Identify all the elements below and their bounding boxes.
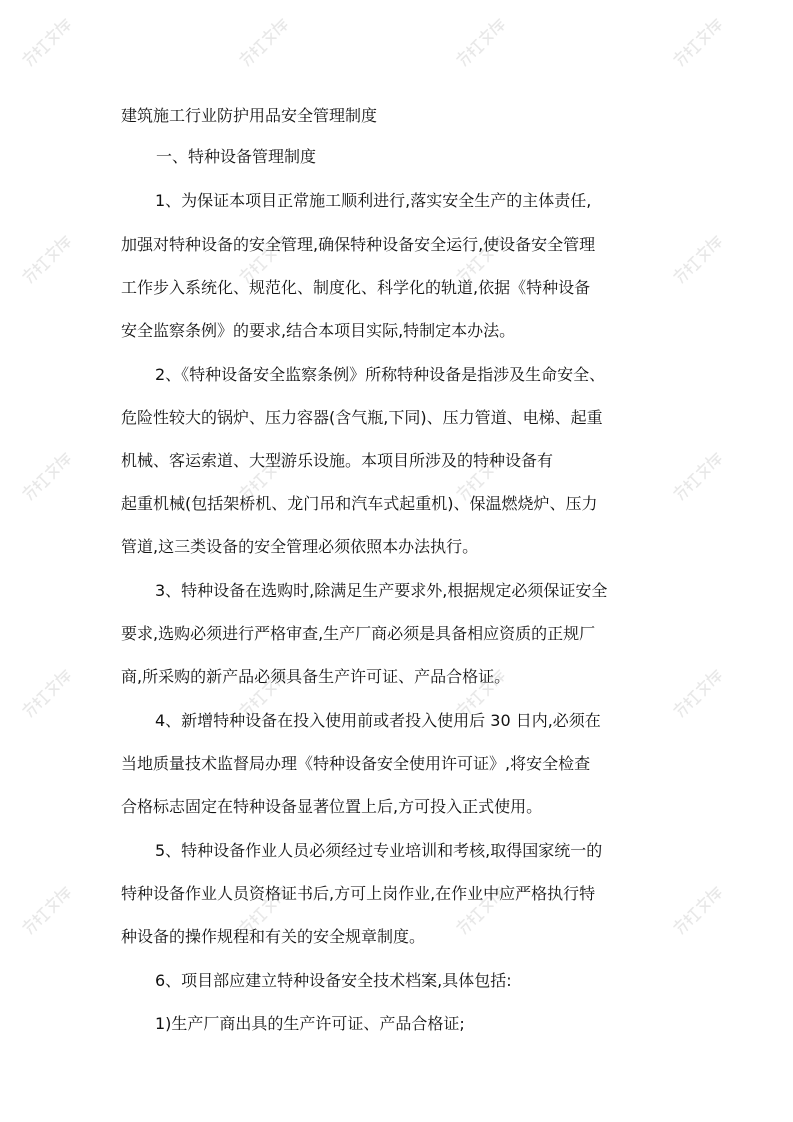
section-heading: 一、特种设备管理制度 xyxy=(156,147,317,166)
paragraph-line: 危险性较大的锅炉、压力容器(含气瓶,下同)、压力管道、电梯、起重 xyxy=(121,408,603,427)
document-title: 建筑施工行业防护用品安全管理制度 xyxy=(121,106,378,125)
watermark-logo xyxy=(669,230,727,288)
paragraph-line: 管道,这三类设备的安全管理必须依照本办法执行。 xyxy=(121,537,479,556)
paragraph-line: 加强对特种设备的安全管理,确保特种设备安全运行,使设备安全管理 xyxy=(121,235,596,254)
paragraph-line: 工作步入系统化、规范化、制度化、科学化的轨道,依据《特种设备 xyxy=(121,278,591,297)
paragraph-line: 要求,选购必须进行严格审查,生产厂商必须是具备相应资质的正规厂 xyxy=(121,624,596,643)
paragraph-line: 安全监察条例》的要求,结合本项目实际,特制定本办法。 xyxy=(121,321,516,340)
watermark-logo xyxy=(669,447,727,505)
paragraph-line: 2、《特种设备安全监察条例》所称特种设备是指涉及生命安全、 xyxy=(155,365,606,384)
paragraph-line: 6、项目部应建立特种设备安全技术档案,具体包括: xyxy=(155,971,512,990)
watermark-logo xyxy=(669,881,727,939)
watermark-logo xyxy=(18,664,76,722)
paragraph-line: 当地质量技术监督局办理《特种设备安全使用许可证》,将安全检查 xyxy=(121,754,591,773)
paragraph-line: 1)生产厂商出具的生产许可证、产品合格证; xyxy=(155,1014,465,1033)
paragraph-line: 起重机械(包括架桥机、龙门吊和汽车式起重机)、保温燃烧炉、压力 xyxy=(121,494,598,513)
watermark-logo xyxy=(669,13,727,71)
watermark-logo xyxy=(18,230,76,288)
watermark-logo xyxy=(18,881,76,939)
paragraph-line: 5、特种设备作业人员必须经过专业培训和考核,取得国家统一的 xyxy=(155,841,603,860)
paragraph-line: 特种设备作业人员资格证书后,方可上岗作业,在作业中应严格执行特 xyxy=(121,884,596,903)
paragraph-line: 合格标志固定在特种设备显著位置上后,方可投入正式使用。 xyxy=(121,797,543,816)
paragraph-line: 机械、客运索道、大型游乐设施。本项目所涉及的特种设备有 xyxy=(121,451,554,470)
watermark-logo xyxy=(18,13,76,71)
paragraph-line: 1、为保证本项目正常施工顺利进行,落实安全生产的主体责任, xyxy=(155,191,592,210)
watermark-logo xyxy=(452,13,510,71)
watermark-logo xyxy=(235,13,293,71)
paragraph-line: 商,所采购的新产品必须具备生产许可证、产品合格证。 xyxy=(121,667,511,686)
paragraph-line: 4、新增特种设备在投入使用前或者投入使用后 30 日内,必须在 xyxy=(155,711,601,730)
watermark-logo xyxy=(18,447,76,505)
watermark-logo xyxy=(669,664,727,722)
paragraph-line: 3、特种设备在选购时,除满足生产要求外,根据规定必须保证安全 xyxy=(155,581,608,600)
paragraph-line: 种设备的操作规程和有关的安全规章制度。 xyxy=(121,927,426,946)
